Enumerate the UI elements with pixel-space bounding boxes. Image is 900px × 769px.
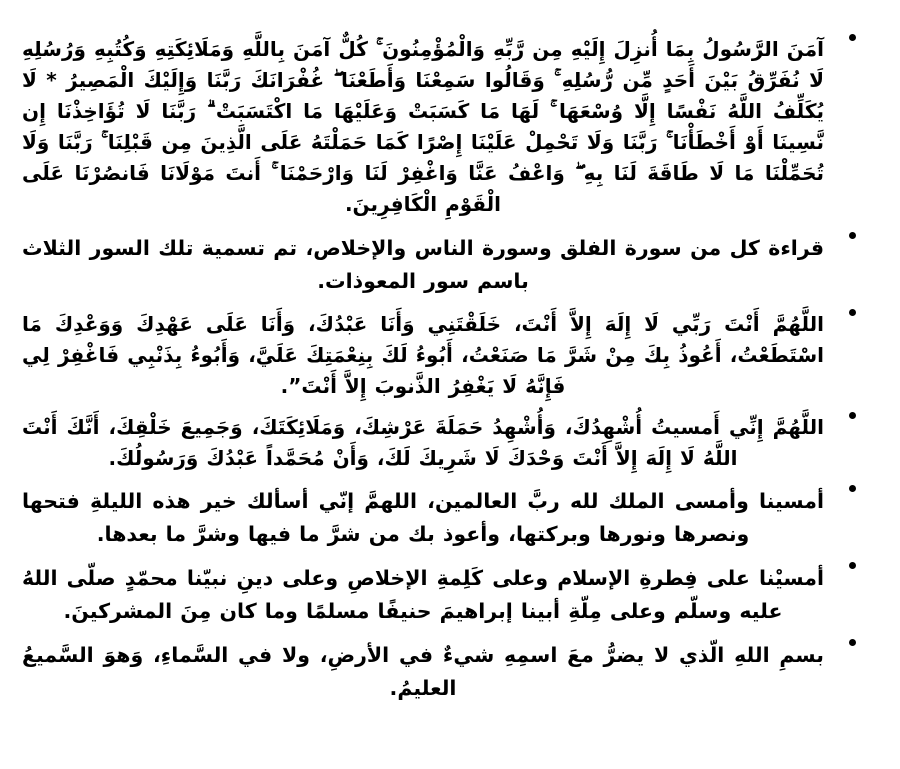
list-item-text: اللَّهُمَّ أَنْتَ رَبِّي لَا إِلَهَ إِلاَّ أَنْتَ، خَلَقْتَنِي وَأَنَا عَبْدُكَ، وَأَنَا عَلَى عَهْدِكَ وَوَعْدِكَ مَا اسْتَطَعْتُ، أَعُوذُ بِكَ مِنْ شَرَّ مَا صَنَعْتُ، أَبُوءُ لَكَ بِنِعْمَتِكَ عَلَيَّ، وَأَبُوءُ بِذَنْبِي فَاغْفِرْ لِي فَإِنَّهُ لَا يَغْفِرُ الذَّنوبَ إِلاَّ أَنْتَ”.: [22, 312, 824, 398]
list-item-text: أمسيْنا على فِطرةِ الإسلام وعلى كَلِمةِ الإخلاصِ وعلى دينِ نبيّنا محمّدٍ صلّى اللهُ عليه وسلّم وعلى مِلّةِ أبينا إبراهيمَ حنيفًا مسلمًا وما كان مِنَ المشركينَ.: [22, 566, 824, 623]
bullet-icon: [849, 412, 856, 419]
list-item-text: قراءة كل من سورة الفلق وسورة الناس والإخلاص، تم تسمية تلك السور الثلاث باسم سور المعوذات.: [22, 236, 824, 293]
bullet-icon: [849, 485, 856, 492]
list-item: [18, 412, 870, 474]
list-item-text: اللَّهُمَّ إِنِّي أَمسيتُ أُشْهِدُكَ، وَأُشْهِدُ حَمَلَةَ عَرْشِكَ، وَمَلَائِكَتَكَ، وَجَمِيعَ خَلْقِكَ، أَنَّكَ أَنْتَ اللَّهُ لَا إِلَهَ إِلاَّ أَنْتَ وَحْدَكَ لَا شَرِيكَ لَكَ، وَأَنْ مُحَمَّداً عَبْدُكَ وَرَسُولُكَ.: [22, 415, 824, 470]
list-item: [18, 34, 870, 220]
bullet-icon: [849, 232, 856, 239]
list-item: [18, 485, 870, 551]
bullet-icon: [849, 639, 856, 646]
bullet-icon: [849, 309, 856, 316]
list-item: [18, 232, 870, 298]
list-item-text: أمسينا وأمسى الملك لله ربَّ العالمين، اللهمَّ إنّي أسألك خير هذه الليلةِ فتحها ونصرها ونورها وبركتها، وأعوذ بك من شرَّ ما فيها وشرَّ ما بعدها.: [22, 489, 824, 546]
adhkar-list: [18, 34, 870, 705]
list-item-text: بسمِ اللهِ الّذي لا يضرُّ معَ اسمِهِ شيءٌ في الأرضِ، ولا في السَّماءِ، وَهوَ السَّميعُ العليمُ.: [22, 643, 824, 700]
list-item: [18, 639, 870, 705]
list-item-text: آمَنَ الرَّسُولُ بِمَا أُنزِلَ إِلَيْهِ مِن رَّبِّهِ وَالْمُؤْمِنُونَ ۚ كُلٌّ آمَنَ بِاللَّهِ وَمَلَائِكَتِهِ وَكُتُبِهِ وَرُسُلِهِ لَا نُفَرِّقُ بَيْنَ أَحَدٍ مِّن رُّسُلِهِ ۚ وَقَالُوا سَمِعْنَا وَأَطَعْنَا ۖ غُفْرَانَكَ رَبَّنَا وَإِلَيْكَ الْمَصِيرُ * لَا يُكَلِّفُ اللَّهُ نَفْسًا إِلَّا وُسْعَهَا ۚ لَهَا مَا كَسَبَتْ وَعَلَيْهَا مَا اكْتَسَبَتْ ۗ رَبَّنَا لَا تُؤَاخِذْنَا إِن نَّسِينَا أَوْ أَخْطَأْنَا ۚ رَبَّنَا وَلَا تَحْمِلْ عَلَيْنَا إِصْرًا كَمَا حَمَلْتَهُ عَلَى الَّذِينَ مِن قَبْلِنَا ۚ رَبَّنَا وَلَا تُحَمِّلْنَا مَا لَا طَاقَةَ لَنَا بِهِ ۖ وَاعْفُ عَنَّا وَاغْفِرْ لَنَا وَارْحَمْنَا ۚ أَنتَ مَوْلَانَا فَانصُرْنَا عَلَى الْقَوْمِ الْكَافِرِينَ.: [22, 37, 824, 216]
bullet-icon: [849, 562, 856, 569]
bullet-icon: [849, 34, 856, 41]
list-item: [18, 309, 870, 402]
list-item: [18, 562, 870, 628]
